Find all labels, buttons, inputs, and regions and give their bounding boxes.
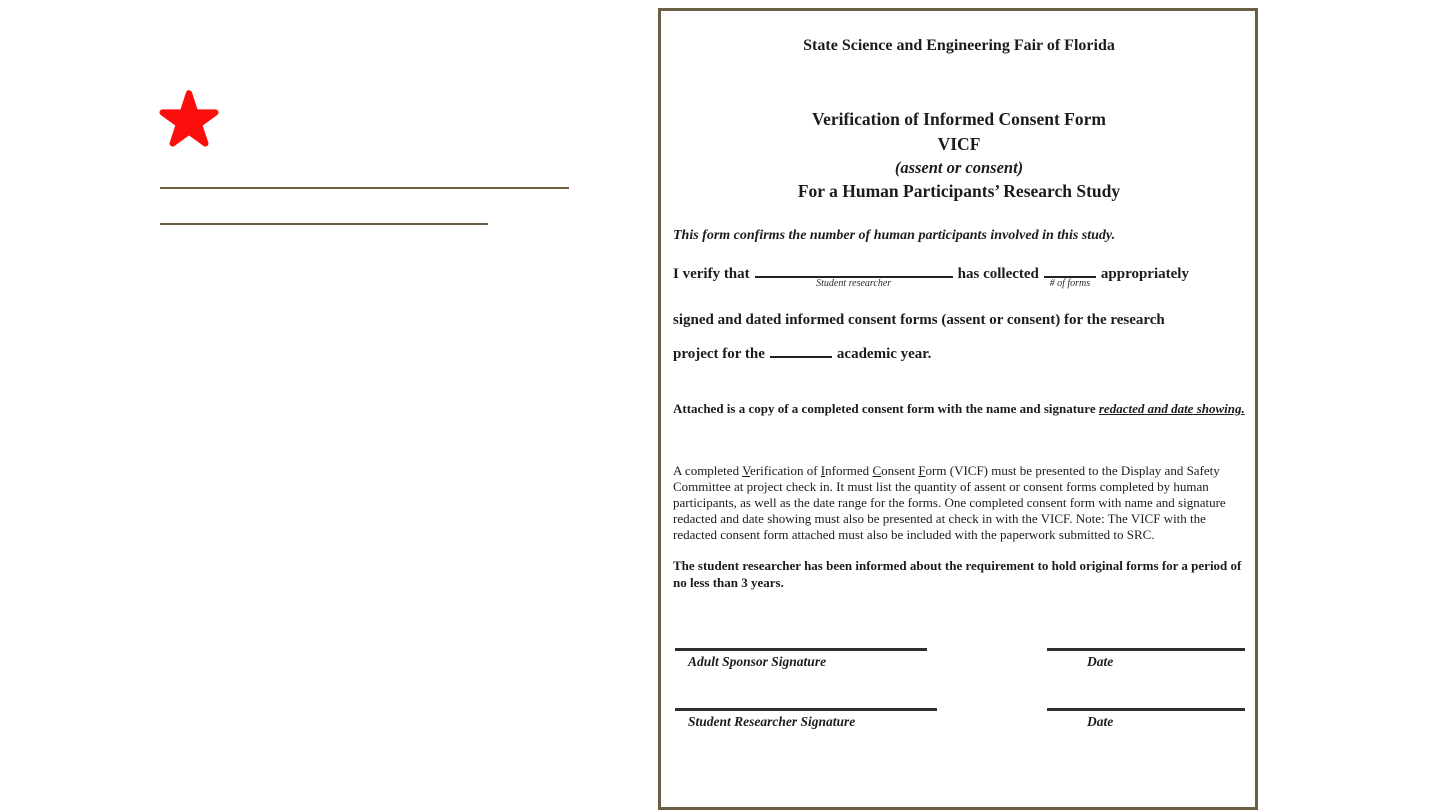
adult-sponsor-signature-label: Adult Sponsor Signature	[688, 654, 827, 669]
student-researcher-signature-line	[675, 708, 937, 711]
student-researcher-signature-label: Student Researcher Signature	[688, 714, 856, 729]
number-of-forms-blank	[1044, 263, 1096, 289]
academic-year-blank	[770, 343, 832, 358]
form-title-line1: Verification of Informed Consent Form	[812, 109, 1106, 129]
form-title-acronym: VICF	[937, 134, 981, 154]
student-researcher-caption: Student researcher	[816, 278, 892, 289]
form-title-subtitle: (assent or consent)	[894, 158, 1024, 177]
project-text-part1: project for the	[673, 346, 765, 362]
consent-form-page	[658, 8, 1258, 810]
attached-note-emphasis: redacted and date showing.	[1098, 401, 1245, 416]
adult-sponsor-date-line	[1047, 648, 1245, 651]
form-title-line4: For a Human Participants’ Research Study	[797, 181, 1121, 201]
horizontal-rule-top	[160, 187, 569, 189]
underlined-letter-v: V	[742, 463, 751, 478]
student-researcher-signature-row	[661, 708, 1255, 742]
paragraph-text: erification of	[750, 463, 821, 478]
horizontal-rule-bottom	[160, 223, 488, 225]
student-researcher-date-label: Date	[1087, 714, 1114, 729]
paragraph-text: A completed	[673, 463, 743, 478]
underlined-letter-c: C	[872, 463, 882, 478]
underlined-letter-f: F	[918, 463, 926, 478]
verify-statement-line1	[673, 263, 1245, 289]
verify-statement-line2: signed and dated informed consent forms (assent or consent) for the research	[673, 312, 1165, 328]
document-header: State Science and Engineering Fair of Florida	[803, 37, 1115, 54]
adult-sponsor-signature-row	[661, 648, 1255, 682]
instructions-paragraph	[673, 463, 1245, 543]
verify-text-part1: I verify that	[673, 266, 750, 282]
paragraph-text: onsent	[881, 463, 919, 478]
attached-note	[673, 398, 1245, 419]
verify-statement-line3	[673, 343, 1245, 363]
number-of-forms-caption: # of forms	[1049, 278, 1091, 289]
student-researcher-blank	[755, 263, 953, 289]
adult-sponsor-signature-line	[675, 648, 927, 651]
attached-note-text: Attached is a copy of a completed consent form with the name and signature	[673, 401, 1099, 416]
confirm-note: This form confirms the number of human participants involved in this study.	[673, 228, 1116, 243]
retention-note: The student researcher has been informed about the requirement to hold original forms for a period of no less than 3 years.	[673, 558, 1242, 590]
project-text-part2: academic year.	[836, 346, 932, 362]
student-researcher-date-line	[1047, 708, 1245, 711]
red-star-icon	[153, 90, 225, 150]
adult-sponsor-date-label: Date	[1087, 654, 1114, 669]
paragraph-text: orm (VICF) must be presented to the Display and Safety Committee at project check in. It must list the quantity of assent or consent forms completed by human participants, as well as the date range for the forms. One completed consent form with name and signature redacted and date showing must also be presented at check in with the VICF. Note: The VICF with the redacted consent form attached must also be included with the paperwork submitted to SRC.	[673, 463, 1226, 542]
underlined-letter-i: I	[820, 463, 826, 478]
verify-text-part3: appropriately	[1100, 266, 1189, 282]
paragraph-text: nformed	[825, 463, 873, 478]
verify-text-part2: has collected	[957, 266, 1039, 282]
